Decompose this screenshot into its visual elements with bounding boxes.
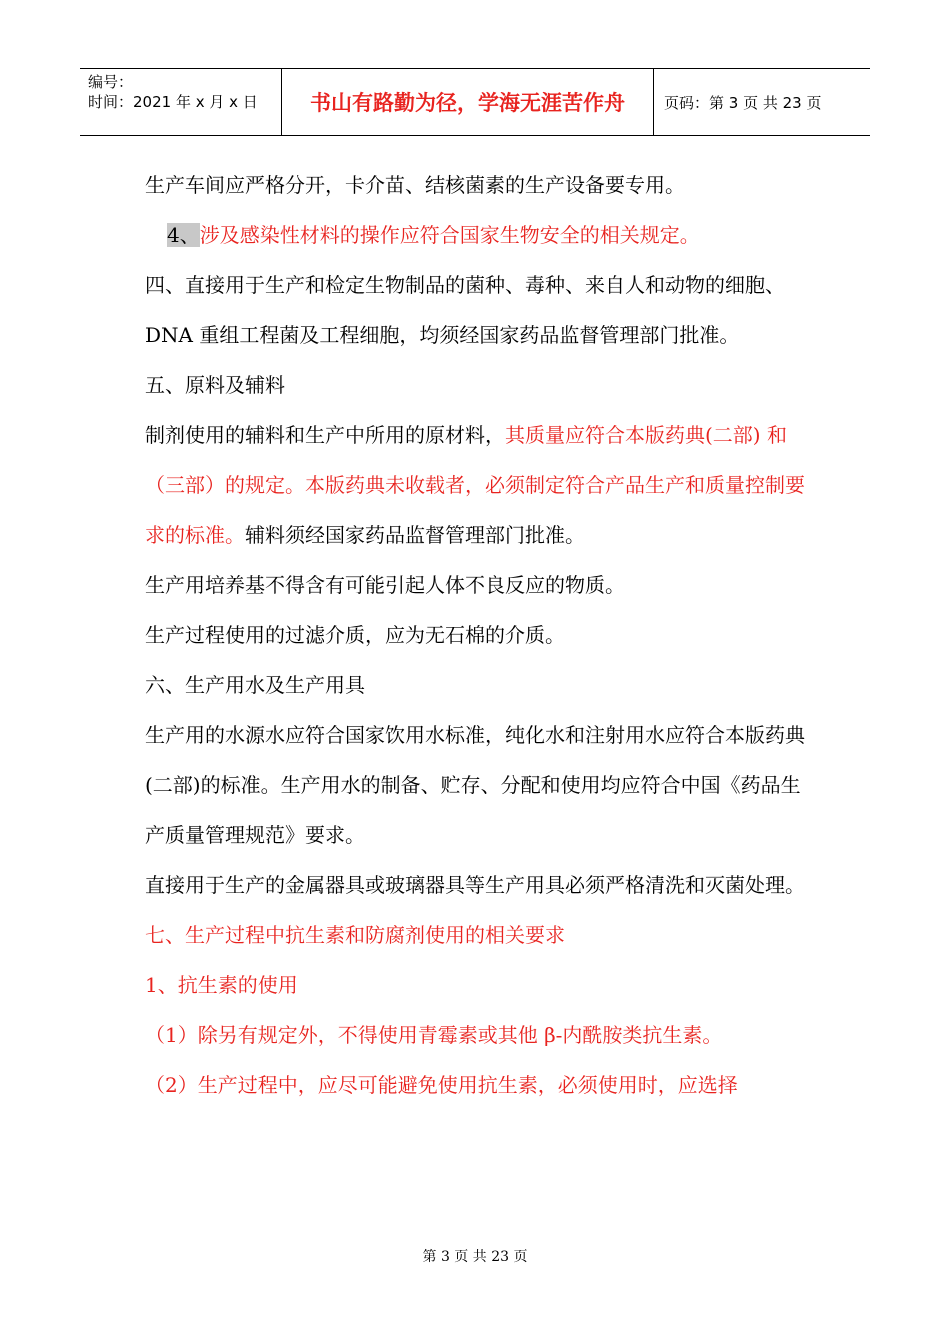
item-text: 涉及感染性材料的操作应符合国家生物安全的相关规定。 [199, 223, 700, 247]
paragraph-item-4 [145, 210, 810, 260]
paragraph: 生产车间应严格分开，卡介苗、结核菌素的生产设备要专用。 [145, 173, 685, 197]
time-label: 时间：2021 年 x 月 x 日 [88, 93, 258, 111]
page-header [80, 68, 870, 136]
page-footer: 第 3 页 共 23 页 [422, 1249, 528, 1265]
subsection-heading: 1、抗生素的使用 [145, 973, 298, 997]
section-five-heading: 五、原料及辅料 [145, 373, 285, 397]
materials-paragraph [145, 410, 810, 560]
document-body [145, 160, 810, 1110]
item-number: 4、 [167, 223, 200, 247]
text-span: 制剂使用的辅料和生产中所用的原材料， [145, 423, 505, 447]
list-item: （2）生产过程中，应尽可能避免使用抗生素，必须使用时，应选择 [145, 1073, 738, 1097]
section-six-heading: 六、生产用水及生产用具 [145, 673, 365, 697]
header-meta [80, 69, 282, 135]
paragraph: 直接用于生产的金属器具或玻璃器具等生产用具必须严格清洗和灭菌处理。 [145, 873, 805, 897]
header-motto: 书山有路勤为径，学海无涯苦作舟 [282, 69, 654, 135]
list-item: （1）除另有规定外，不得使用青霉素或其他 β-内酰胺类抗生素。 [145, 1023, 723, 1047]
paragraph: 生产用的水源水应符合国家饮用水标准，纯化水和注射用水应符合本版药典(二部)的标准。生产用水的制备、贮存、分配和使用均应符合中国《药品生产质量管理规范》要求。 [145, 723, 805, 847]
section-seven-heading: 七、生产过程中抗生素和防腐剂使用的相关要求 [145, 923, 565, 947]
highlighted-text: 其质量应符合本版药典(二部) 和（三部）的规定。本版药典未收载者，必须制定符合产品生产和质量控制要求的标准。 [145, 423, 805, 547]
paragraph: 生产过程使用的过滤介质，应为无石棉的介质。 [145, 623, 565, 647]
text-span: 辅料须经国家药品监督管理部门批准。 [245, 523, 585, 547]
paragraph: 生产用培养基不得含有可能引起人体不良反应的物质。 [145, 573, 625, 597]
section-four-paragraph: 四、直接用于生产和检定生物制品的菌种、毒种、来自人和动物的细胞、DNA 重组工程菌及工程细胞，均须经国家药品监督管理部门批准。 [145, 273, 785, 347]
header-page-info: 页码：第 3 页 共 23 页 [664, 93, 822, 112]
number-label: 编号： [88, 73, 134, 91]
